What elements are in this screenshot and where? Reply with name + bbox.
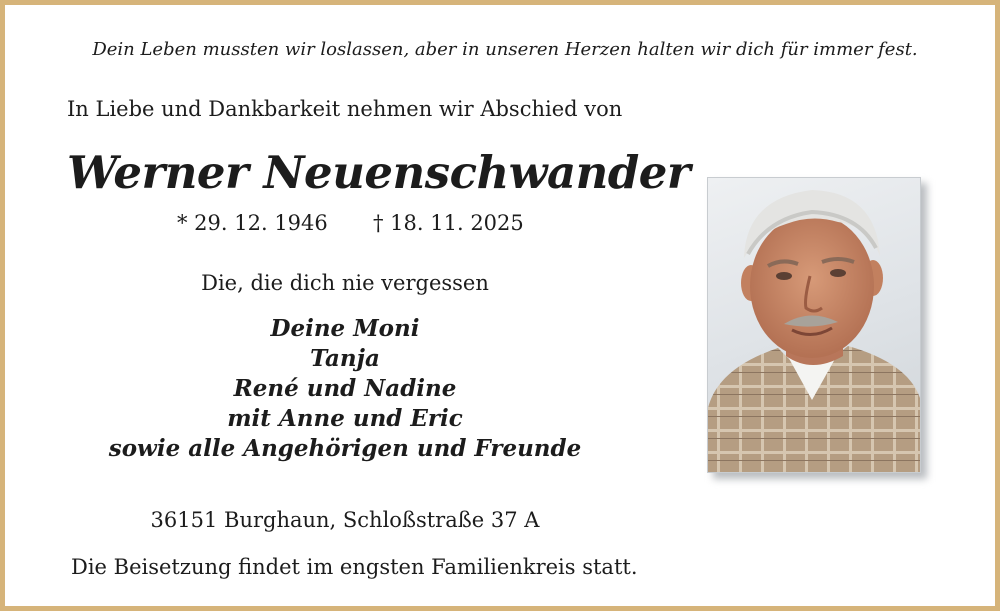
deceased-name: Werner Neuenschwander bbox=[67, 146, 691, 199]
portrait-photo bbox=[707, 177, 921, 473]
mourner-line: René und Nadine bbox=[233, 375, 457, 402]
mourner-line: sowie alle Angehörigen und Freunde bbox=[108, 435, 582, 462]
mourner-line: Tanja bbox=[310, 345, 380, 372]
intro-text: In Liebe und Dankbarkeit nehmen wir Abschied von bbox=[67, 97, 623, 121]
funeral-notice: Die Beisetzung findet im engsten Familienkreis statt. bbox=[71, 555, 638, 579]
mourner-line: mit Anne und Eric bbox=[227, 405, 463, 432]
mourner-line: Deine Moni bbox=[270, 315, 420, 342]
mourners-label: Die, die dich nie vergessen bbox=[201, 271, 489, 295]
address: 36151 Burghaun, Schloßstraße 37 A bbox=[150, 508, 540, 532]
motto: Dein Leben mussten wir loslassen, aber in unseren Herzen halten wir dich für immer fest. bbox=[92, 39, 918, 60]
portrait-illustration bbox=[708, 178, 920, 472]
death-date: † 18. 11. 2025 bbox=[373, 211, 524, 235]
birth-date: * 29. 12. 1946 bbox=[177, 211, 328, 235]
